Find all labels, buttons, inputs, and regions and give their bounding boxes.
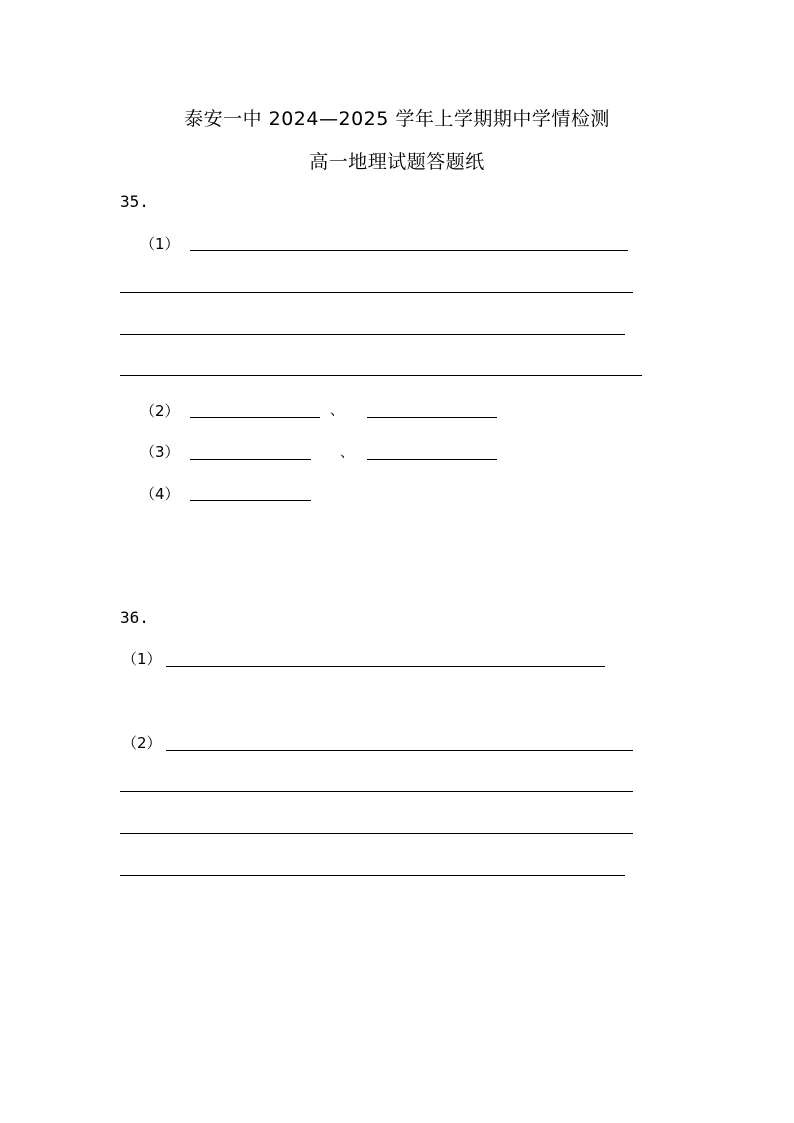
q35-part2-label: （2）	[140, 402, 180, 420]
q35-part3-answer-line-a[interactable]	[190, 459, 311, 460]
q36-part1-answer-line[interactable]	[166, 666, 605, 667]
q36-part1-label: （1）	[122, 650, 162, 668]
q35-part3-label: （3）	[140, 443, 180, 461]
q36-answer-line-3[interactable]	[120, 833, 633, 834]
q35-part4-answer-line[interactable]	[190, 500, 311, 501]
q35-answer-line-2[interactable]	[120, 292, 633, 293]
q36-answer-line-2[interactable]	[120, 791, 633, 792]
q36-part2-label: （2）	[122, 734, 162, 752]
q35-part1-label: （1）	[140, 235, 180, 253]
q35-answer-line-3[interactable]	[120, 334, 625, 335]
q35-part3-answer-line-b[interactable]	[367, 459, 497, 460]
page-title: 泰安一中 2024—2025 学年上学期期中学情检测	[184, 108, 610, 130]
q35-part2-answer-line-a[interactable]	[190, 417, 320, 418]
q36-part2-answer-line[interactable]	[166, 750, 633, 751]
page-subtitle: 高一地理试题答题纸	[309, 151, 485, 173]
q35-part4-label: （4）	[140, 485, 180, 503]
q35-answer-line-4[interactable]	[120, 375, 642, 376]
question-36-number: 36.	[120, 608, 149, 627]
q35-part3-separator: 、	[340, 445, 354, 461]
q35-part2-answer-line-b[interactable]	[367, 417, 497, 418]
question-35-number: 35.	[120, 192, 149, 211]
q36-answer-line-4[interactable]	[120, 875, 625, 876]
q35-part2-separator: 、	[330, 403, 344, 419]
q35-part1-answer-line[interactable]	[190, 250, 628, 251]
